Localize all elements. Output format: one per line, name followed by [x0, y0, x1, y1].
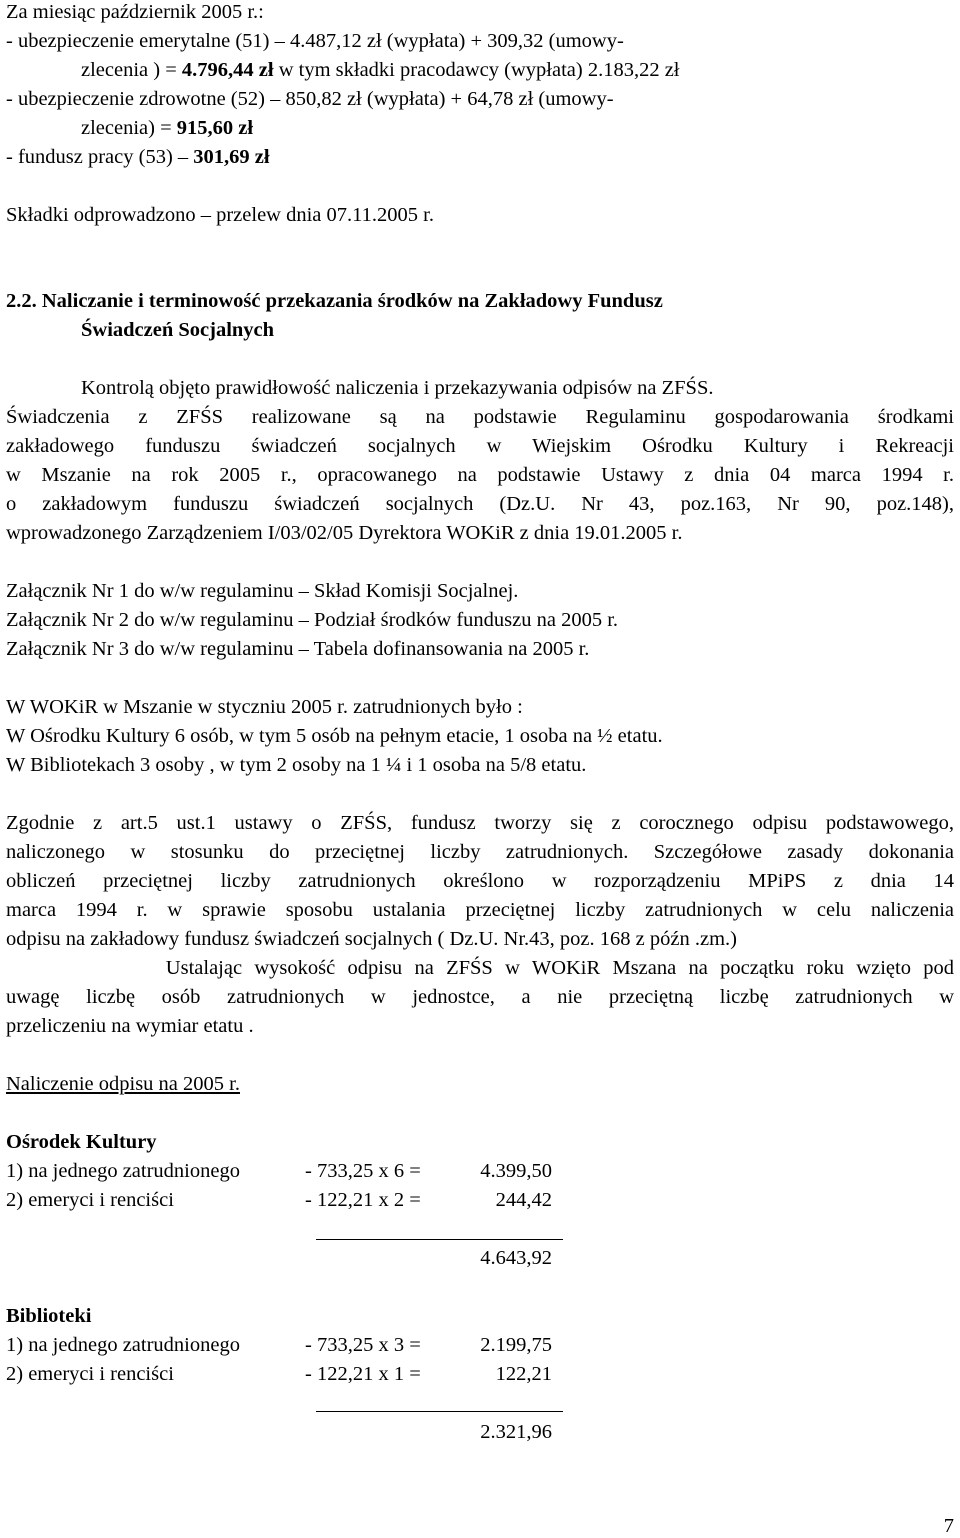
biblioteki-row-value: 122,21 — [495, 1363, 552, 1385]
p1-line: zakładowego funduszu świadczeń socjalnych w Wiejskim Ośrodku Kultury i Rekreacji — [6, 435, 954, 457]
p2-line: Zgodnie z art.5 ust.1 ustawy o ZFŚS, fundusz tworzy się z corocznego odpisu podstawowego, — [6, 812, 954, 834]
biblioteki-total: 2.321,96 — [480, 1421, 552, 1443]
zalacznik-2: Załącznik Nr 2 do w/w regulaminu – Podział środków funduszu na 2005 r. — [6, 609, 619, 631]
p3-line: Ustalając wysokość odpisu na ZFŚS w WOKiR Mszana na początku roku wzięto pod — [6, 957, 954, 979]
october-title: Za miesiąc październik 2005 r.: — [6, 1, 264, 23]
p1-line: Świadczenia z ZFŚS realizowane są na podstawie Regulaminu gospodarowania środkami — [6, 406, 954, 428]
emerytalne-line-2 — [81, 58, 679, 82]
zdrowotne-line-1: - ubezpieczenie zdrowotne (52) – 850,82 zł (wypłata) + 64,78 zł (umowy- — [6, 88, 614, 110]
p3-line: uwagę liczbę osób zatrudnionych w jednostce, a nie przeciętną liczbę zatrudnionych w — [6, 986, 954, 1008]
biblioteki-row-label: 1) na jednego zatrudnionego — [6, 1334, 240, 1356]
zatrudnionych-1: W WOKiR w Mszanie w styczniu 2005 r. zatrudnionych było : — [6, 696, 523, 718]
section-heading-line-1: 2.2. Naliczanie i terminowość przekazania środków na Zakładowy Fundusz — [6, 290, 663, 312]
osrodek-row-label: 1) na jednego zatrudnionego — [6, 1160, 240, 1182]
zdrowotne-line-2 — [81, 116, 253, 140]
p1-line: w Mszanie na rok 2005 r., opracowanego na podstawie Ustawy z dnia 04 marca 1994 r. — [6, 464, 954, 486]
biblioteki-row-label: 2) emeryci i renciści — [6, 1363, 174, 1385]
emerytalne-amount: 4.796,44 zł — [181, 59, 274, 81]
biblioteki-row-calc: - 122,21 x 1 = — [305, 1363, 421, 1385]
p2-line: obliczeń przeciętnej liczby zatrudnionych określono w rozporządzeniu MPiPS z dnia 14 — [6, 870, 954, 892]
przelew-line: Składki odprowadzono – przelew dnia 07.11.2005 r. — [6, 204, 434, 226]
fundusz-pracy-line — [6, 145, 270, 169]
section-heading-line-2: Świadczeń Socjalnych — [81, 319, 275, 341]
osrodek-row-calc: - 733,25 x 6 = — [305, 1160, 421, 1182]
p2-last-line: odpisu na zakładowy fundusz świadczeń socjalnych ( Dz.U. Nr.43, poz. 168 z późn .zm.) — [6, 928, 737, 950]
p1-last-line: wprowadzonego Zarządzeniem I/03/02/05 Dyrektora WOKiR z dnia 19.01.2005 r. — [6, 522, 683, 544]
p3-last-line: przeliczeniu na wymiar etatu . — [6, 1015, 254, 1037]
osrodek-row-value: 244,42 — [495, 1189, 552, 1211]
page-number: 7 — [943, 1515, 954, 1537]
osrodek-sum-rule — [316, 1239, 563, 1240]
osrodek-row-label: 2) emeryci i renciści — [6, 1189, 174, 1211]
p2-line: marca 1994 r. w sprawie sposobu ustalania przeciętnej liczby zatrudnionych w celu naliczenia — [6, 899, 954, 921]
emerytalne-text-c: w tym składki pracodawcy (wypłata) 2.183,22 zł — [273, 59, 680, 81]
osrodek-row-calc: - 122,21 x 2 = — [305, 1189, 421, 1211]
osrodek-heading: Ośrodek Kultury — [6, 1131, 157, 1153]
fundusz-amount: 301,69 zł — [193, 146, 270, 168]
biblioteki-row-calc: - 733,25 x 3 = — [305, 1334, 421, 1356]
p2-line: naliczonego w stosunku do przeciętnej liczby zatrudnionych. Szczegółowe zasady dokonania — [6, 841, 954, 863]
zdrowotne-text-a: zlecenia) = — [81, 117, 177, 139]
p1-line: o zakładowym funduszu świadczeń socjalnych (Dz.U. Nr 43, poz.163, Nr 90, poz.148), — [6, 493, 954, 515]
osrodek-total: 4.643,92 — [480, 1247, 552, 1269]
fundusz-text: - fundusz pracy (53) – — [6, 146, 194, 168]
zdrowotne-amount: 915,60 zł — [176, 117, 254, 139]
biblioteki-heading: Biblioteki — [6, 1305, 92, 1327]
biblioteki-row-value: 2.199,75 — [480, 1334, 552, 1356]
osrodek-row-value: 4.399,50 — [480, 1160, 552, 1182]
zatrudnionych-3: W Bibliotekach 3 osoby , w tym 2 osoby na 1 ¼ i 1 osoba na 5/8 etatu. — [6, 754, 587, 776]
zalacznik-3: Załącznik Nr 3 do w/w regulaminu – Tabela dofinansowania na 2005 r. — [6, 638, 590, 660]
emerytalne-text-a: zlecenia ) = — [81, 59, 182, 81]
zalacznik-1: Załącznik Nr 1 do w/w regulaminu – Skład Komisji Socjalnej. — [6, 580, 519, 602]
naliczenie-title: Naliczenie odpisu na 2005 r. — [6, 1073, 240, 1095]
zatrudnionych-2: W Ośrodku Kultury 6 osób, w tym 5 osób na pełnym etacie, 1 osoba na ½ etatu. — [6, 725, 663, 747]
p1-intro: Kontrolą objęto prawidłowość naliczenia i przekazywania odpisów na ZFŚS. — [81, 377, 714, 399]
biblioteki-sum-rule — [316, 1411, 563, 1412]
emerytalne-line-1: - ubezpieczenie emerytalne (51) – 4.487,12 zł (wypłata) + 309,32 (umowy- — [6, 30, 624, 52]
